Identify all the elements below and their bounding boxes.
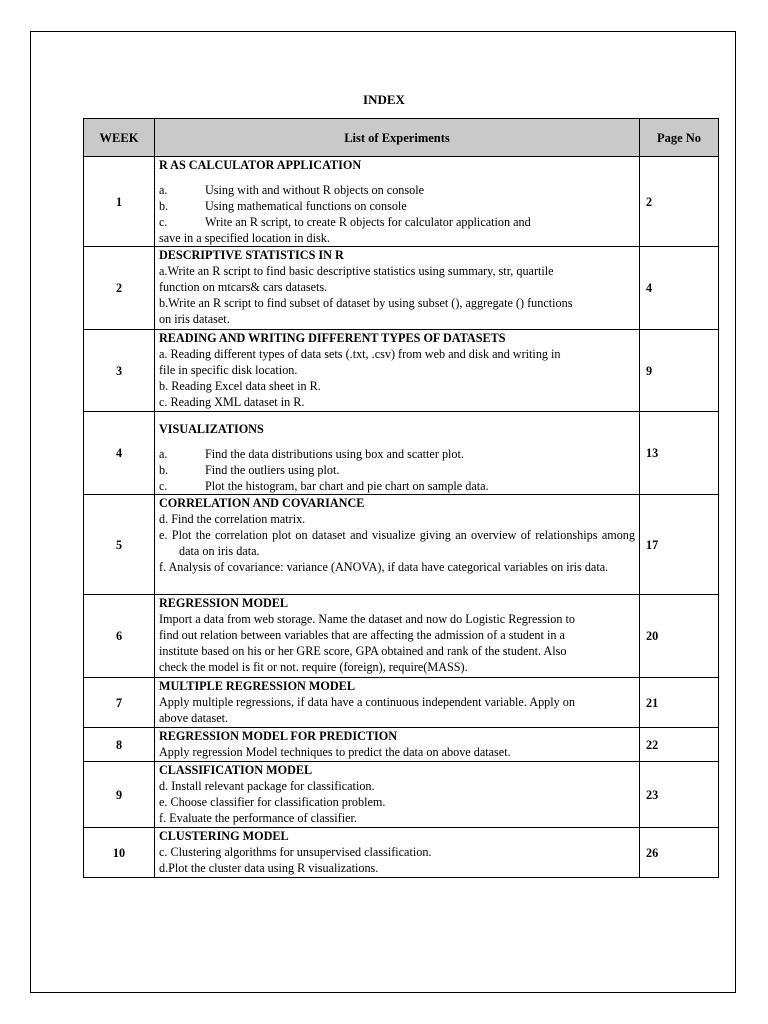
item-continuation: save in a specified location in disk. [159,231,330,245]
page-number: 2 [640,157,719,247]
table-row [84,678,719,728]
page-number: 20 [640,595,719,678]
experiment-item [159,198,635,214]
item-text: Find the data distributions using box and scatter plot. [205,447,464,461]
experiment-line: e. Choose classifier for classification problem. [159,795,386,809]
page-number: 17 [640,495,719,595]
item-label: a. [159,447,168,461]
experiment-line: c. Reading XML dataset in R. [159,395,305,409]
item-label: c. [159,215,168,229]
item-label: b. [159,199,169,213]
page-number: 4 [640,247,719,330]
experiment-cell [155,728,640,762]
item-text: Find the outliers using plot. [205,463,340,477]
experiment-cell [155,762,640,828]
experiment-line: find out relation between variables that are affecting the admission of a student in a [159,628,565,642]
experiment-line: Apply multiple regressions, if data have a continuous independent variable. Apply on [159,695,575,709]
item-text: Using mathematical functions on console [205,199,407,213]
item-label: b. [159,463,169,477]
page-number: 26 [640,828,719,878]
experiment-title: REGRESSION MODEL [159,596,289,610]
table-row [84,157,719,247]
table-row [84,495,719,595]
experiment-line: on iris dataset. [159,312,230,326]
page-number: 23 [640,762,719,828]
experiment-title: VISUALIZATIONS [159,422,264,436]
experiment-title: DESCRIPTIVE STATISTICS IN R [159,248,344,262]
experiment-title: REGRESSION MODEL FOR PREDICTION [159,729,398,743]
experiment-line: f. Analysis of covariance: variance (ANOVA), if data have categorical variables on iris data. [159,560,609,574]
header-experiments: List of Experiments [155,119,640,157]
experiment-line: a.Write an R script to find basic descriptive statistics using summary, str, quartile [159,264,554,278]
table-row [84,728,719,762]
item-label: a. [159,183,168,197]
item-text: Write an R script, to create R objects for calculator application and [205,215,531,229]
week-number: 3 [84,330,155,412]
experiment-line: f. Evaluate the performance of classifier. [159,811,357,825]
item-text: Using with and without R objects on console [205,183,425,197]
experiment-title: READING AND WRITING DIFFERENT TYPES OF DATASETS [159,331,506,345]
week-number: 6 [84,595,155,678]
table-row [84,762,719,828]
experiment-cell [155,595,640,678]
experiment-line: b. Reading Excel data sheet in R. [159,379,321,393]
experiment-item [159,182,635,198]
experiment-line: d. Install relevant package for classification. [159,779,375,793]
index-title: INDEX [363,92,405,107]
experiment-line: Import a data from web storage. Name the dataset and now do Logistic Regression to [159,612,575,626]
experiment-line: Apply regression Model techniques to predict the data on above dataset. [159,745,511,759]
header-row [84,119,719,157]
experiment-line: b.Write an R script to find subset of dataset by using subset (), aggregate () functions [159,296,573,310]
experiment-line: e. Plot the correlation plot on dataset and visualize giving an overview of relationships among data on iris data. [159,528,635,558]
experiment-item [159,214,635,230]
week-number: 4 [84,412,155,495]
page-number: 9 [640,330,719,412]
item-text: Plot the histogram, bar chart and pie chart on sample data. [205,479,489,493]
experiment-title: CORRELATION AND COVARIANCE [159,496,365,510]
experiment-cell [155,157,640,247]
week-number: 1 [84,157,155,247]
experiment-item [159,446,635,462]
week-number: 5 [84,495,155,595]
week-number: 10 [84,828,155,878]
experiment-line: file in specific disk location. [159,363,298,377]
week-number: 7 [84,678,155,728]
experiment-cell [155,247,640,330]
experiment-item [159,462,635,478]
experiment-cell [155,412,640,495]
item-label: c. [159,479,168,493]
page-number: 21 [640,678,719,728]
table-row [84,330,719,412]
experiment-cell [155,495,640,595]
experiment-item [159,478,635,494]
header-page-no: Page No [640,119,719,157]
page-number: 13 [640,412,719,495]
header-week: WEEK [84,119,155,157]
experiment-line: check the model is fit or not. require (foreign), require(MASS). [159,660,468,674]
week-number: 9 [84,762,155,828]
table-row [84,595,719,678]
experiment-line: c. Clustering algorithms for unsupervised classification. [159,845,432,859]
experiment-cell [155,678,640,728]
experiment-cell [155,828,640,878]
experiment-line: d. Find the correlation matrix. [159,512,306,526]
week-number: 8 [84,728,155,762]
experiment-line: institute based on his or her GRE score, GPA obtained and rank of the student. Also [159,644,567,658]
experiment-title: R AS CALCULATOR APPLICATION [159,158,362,172]
experiment-line: d.Plot the cluster data using R visualizations. [159,861,379,875]
table-row [84,828,719,878]
experiment-title: MULTIPLE REGRESSION MODEL [159,679,355,693]
experiment-title: CLUSTERING MODEL [159,829,289,843]
index-table [83,118,719,878]
experiment-line: a. Reading different types of data sets (.txt, .csv) from web and disk and writing in [159,347,561,361]
table-row [84,412,719,495]
experiment-cell [155,330,640,412]
experiment-line: above dataset. [159,711,229,725]
experiment-title: CLASSIFICATION MODEL [159,763,313,777]
page-number: 22 [640,728,719,762]
table-row [84,247,719,330]
week-number: 2 [84,247,155,330]
experiment-line: function on mtcars& cars datasets. [159,280,328,294]
